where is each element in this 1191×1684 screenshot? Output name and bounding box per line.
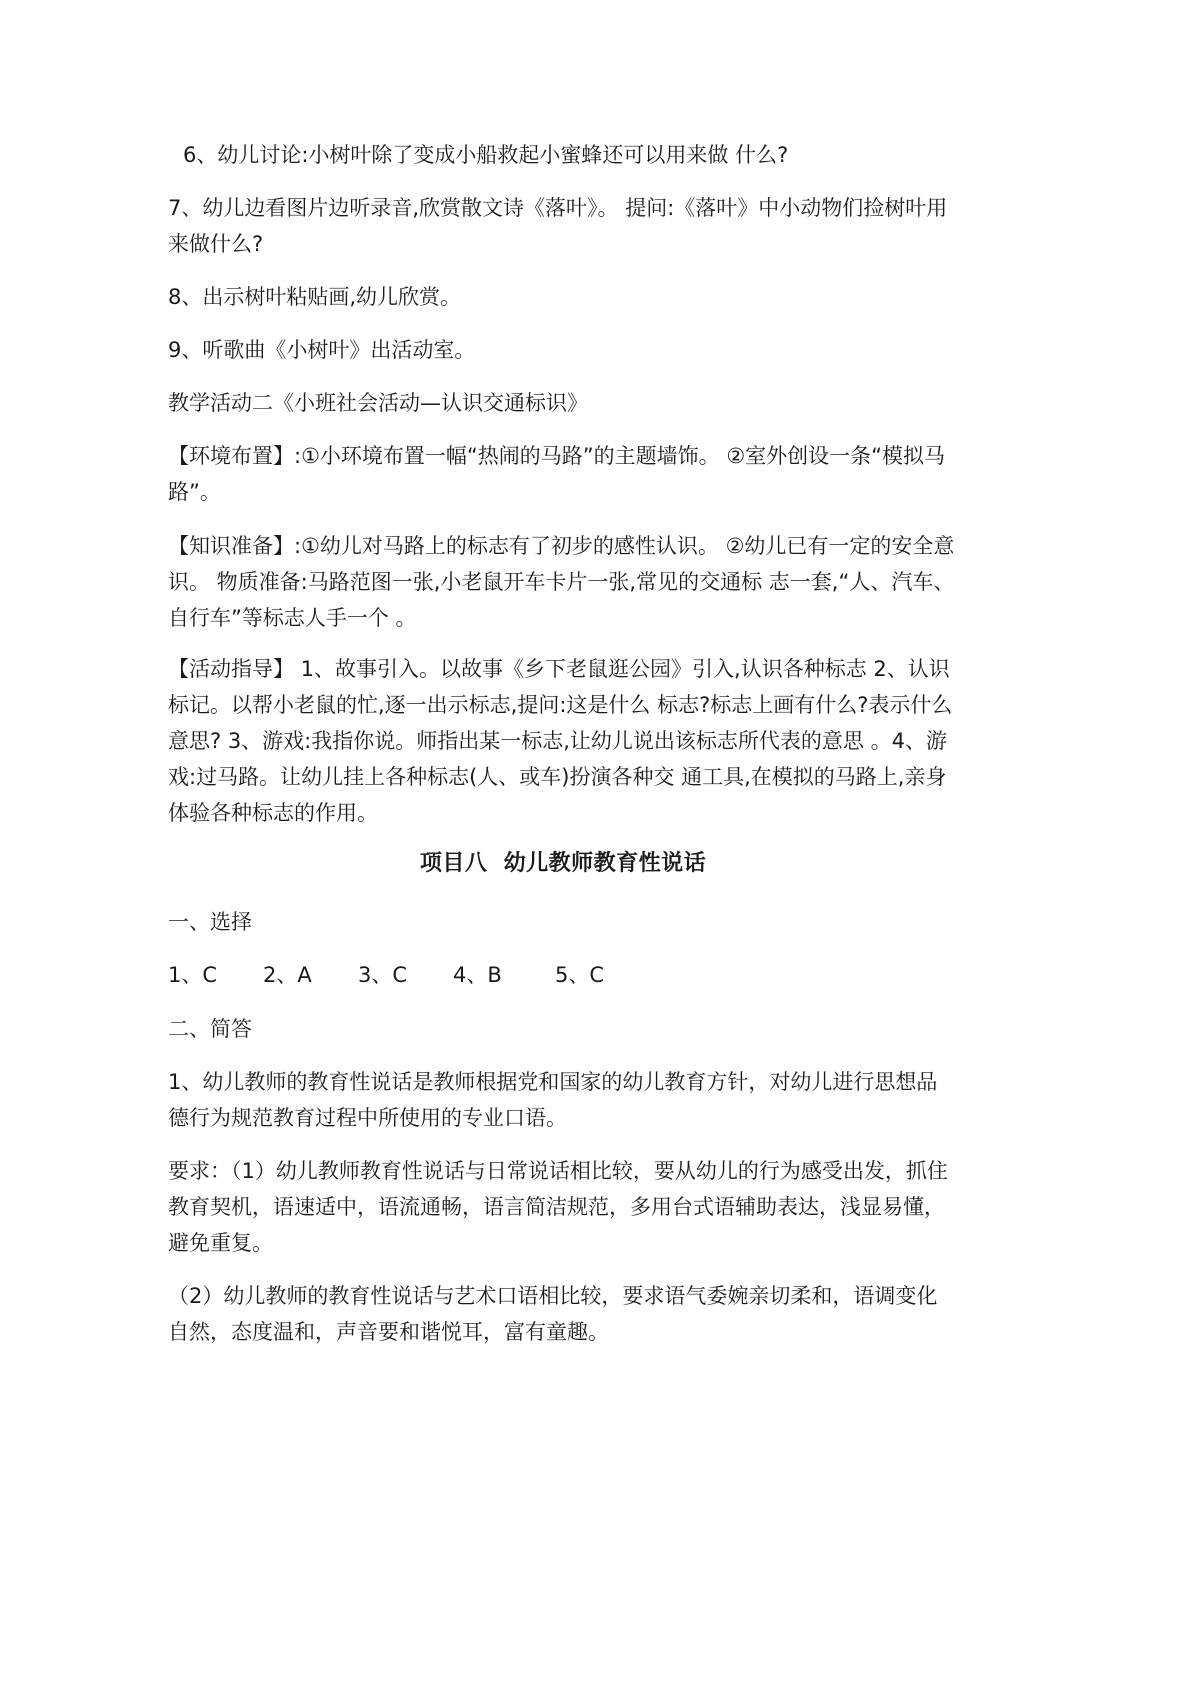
answer-item: 4、B bbox=[453, 963, 502, 987]
paragraph-item-8: 8、出示树叶粘贴画,幼儿欣赏。 bbox=[168, 285, 462, 309]
answer-item: 3、C bbox=[358, 963, 408, 987]
answer-item: 5、C bbox=[555, 963, 605, 987]
paragraph-item-7: 7、幼儿边看图片边听录音,欣赏散文诗《落叶》。 提问:《落叶》中小动物们捡树叶用来做什么? bbox=[168, 196, 948, 256]
guidance-paragraph: 【活动指导】 1、故事引入。以故事《乡下老鼠逛公园》引入,认识各种标志 2、认识标记。以帮小老鼠的忙,逐一出示标志,提问:这是什么 标志?标志上画有什么?表示什么意思? 3、游戏:我指你说。师指出某一标志,让幼儿说出该标志所代表的意思 。4、游戏:过马路。让幼儿挂上各种标志(人、或车)扮演各种交 通工具,在模拟的马路上,亲身体验各种标志的作用。 bbox=[168, 657, 953, 825]
paragraph-item-6: 6、幼儿讨论:小树叶除了变成小船救起小蜜蜂还可以用来做 什么? bbox=[183, 143, 789, 167]
requirement-1: 要求：（1）幼儿教师教育性说话与日常说话相比较，要从幼儿的行为感受出发，抓住教育契机，语速适中，语流通畅，语言简洁规范，多用台式语辅助表达，浅显易懂，避免重复。 bbox=[168, 1159, 948, 1255]
answer-item: 1、C bbox=[168, 963, 218, 987]
short-answer-1: 1、幼儿教师的教育性说话是教师根据党和国家的幼儿教育方针，对幼儿进行思想品德行为规范教育过程中所使用的专业口语。 bbox=[168, 1070, 938, 1130]
requirement-2: （2）幼儿教师的教育性说话与艺术口语相比较，要求语气委婉亲切柔和，语调变化自然，态度温和，声音要和谐悦耳，富有童趣。 bbox=[168, 1284, 938, 1344]
answer-item: 2、A bbox=[263, 963, 312, 987]
choice-heading: 一、选择 bbox=[168, 910, 252, 934]
paragraph-item-9: 9、听歌曲《小树叶》出活动室。 bbox=[168, 338, 476, 362]
section-title: 项目八 幼儿教师教育性说话 bbox=[419, 851, 707, 876]
short-answer-heading: 二、简答 bbox=[168, 1017, 252, 1041]
answer-list bbox=[168, 956, 768, 994]
activity2-title: 教学活动二《小班社会活动—认识交通标识》 bbox=[168, 391, 588, 415]
environment-paragraph: 【环境布置】:①小环境布置一幅“热闹的马路”的主题墙饰。 ②室外创设一条“模拟马路”。 bbox=[168, 444, 946, 504]
knowledge-paragraph: 【知识准备】:①幼儿对马路上的标志有了初步的感性认识。 ②幼儿已有一定的安全意识。 物质准备:马路范图一张,小老鼠开车卡片一张,常见的交通标 志一套,“人、汽车、自行车”等标志人手一个 。 bbox=[168, 534, 955, 630]
